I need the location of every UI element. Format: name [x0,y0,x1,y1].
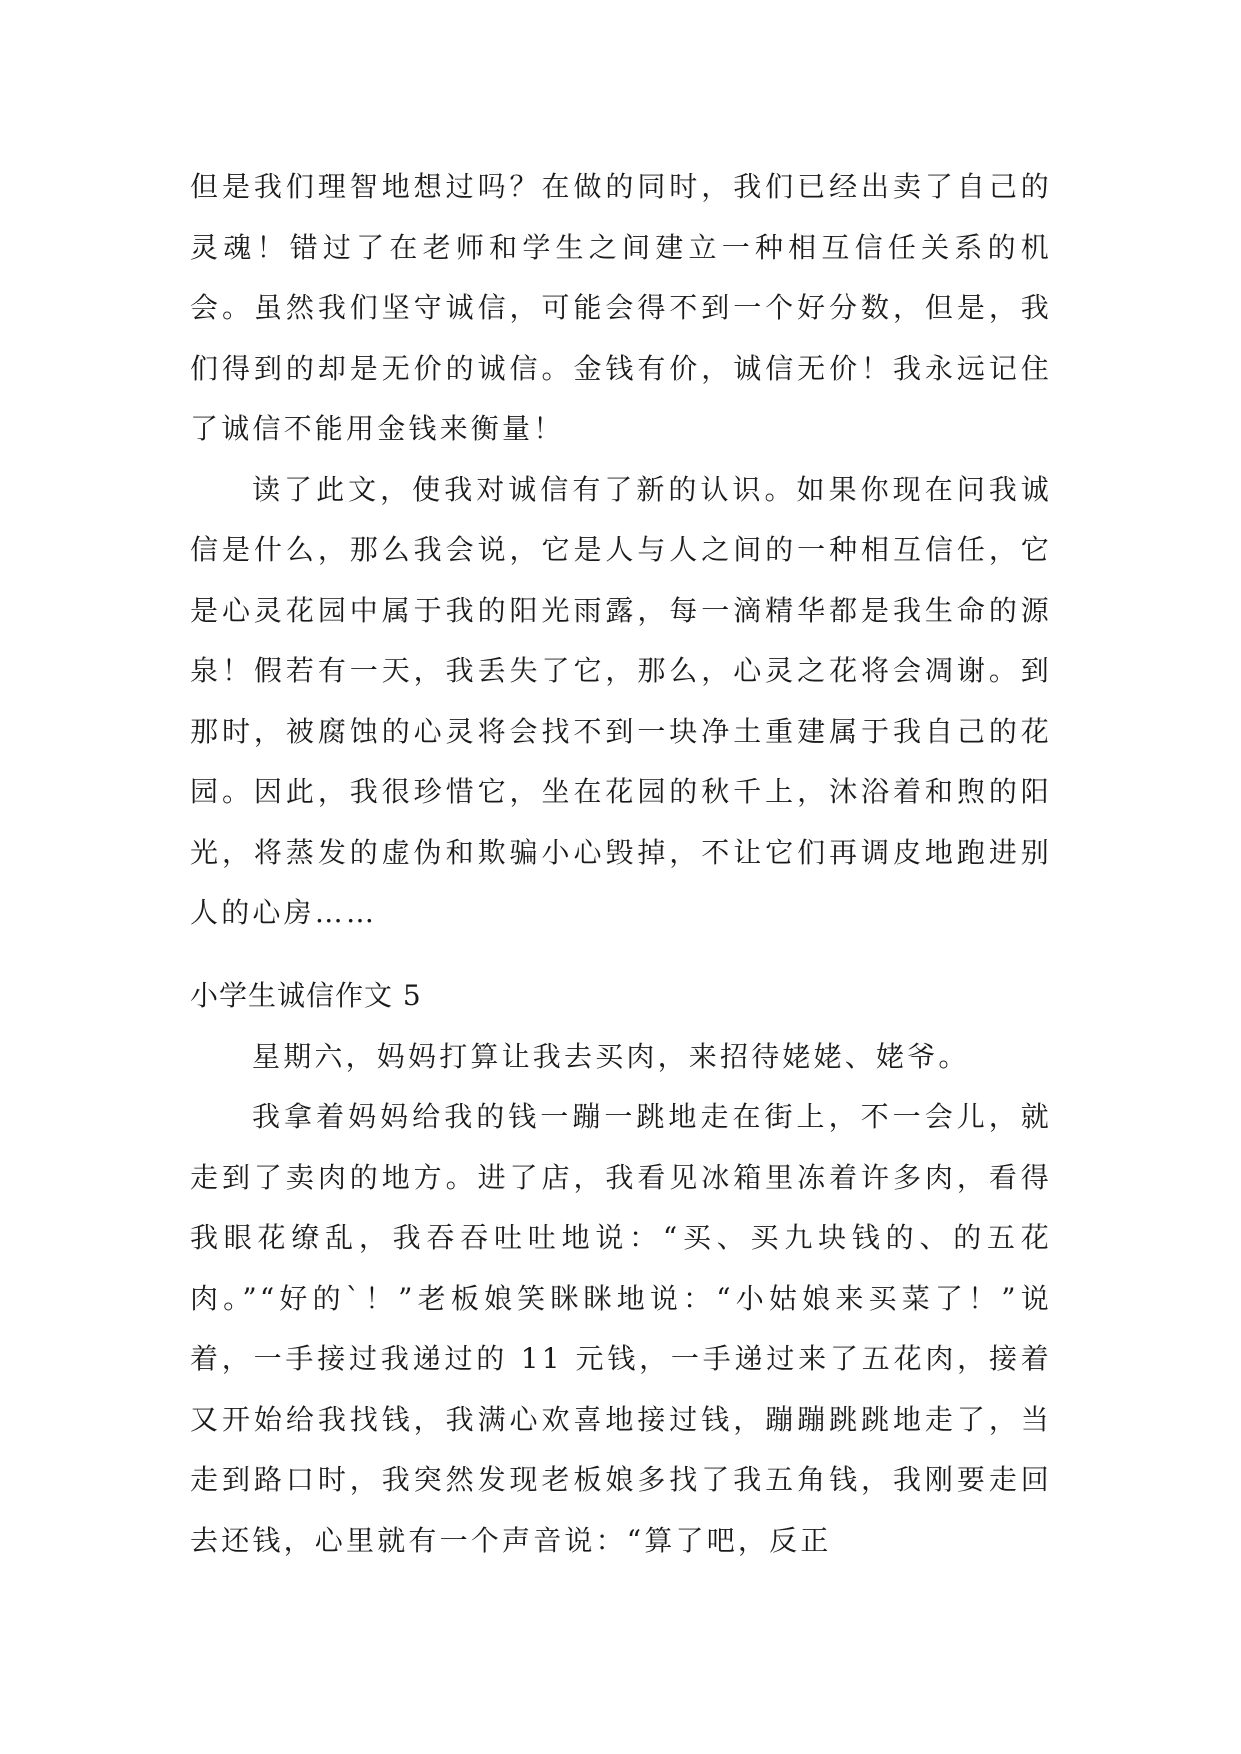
paragraph-story: 我拿着妈妈给我的钱一蹦一跳地走在街上，不一会儿，就走到了卖肉的地方。进了店，我看见冰箱里冻着许多肉，看得我眼花缭乱，我吞吞吐吐地说：“买、买九块钱的、的五花肉。”“好的`！”老板娘笑眯眯地说：“小姑娘来买菜了！”说着，一手接过我递过的 11 元钱，一手递过来了五花肉，接着又开始给我找钱，我满心欢喜地接过钱，蹦蹦跳跳地走了，当走到路口时，我突然发现老板娘多找了我五角钱，我刚要走回去还钱，心里就有一个声音说：“算了吧，反正 [190,1100,1052,1557]
paragraph-intro: 星期六，妈妈打算让我去买肉，来招待姥姥、姥爷。 [252,1039,970,1073]
previous-essay-ending [190,157,1052,944]
paragraph-reflection: 读了此文，使我对诚信有了新的认识。如果你现在问我诚信是什么，那么我会说，它是人与人之间的一种相互信任，它是心灵花园中属于我的阳光雨露，每一滴精华都是我生命的源泉！假若有一天，我丢失了它，那么，心灵之花将会凋谢。到那时，被腐蚀的心灵将会找不到一块净土重建属于我自己的花园。因此，我很珍惜它，坐在花园的秋千上，沐浴着和煦的阳光，将蒸发的虚伪和欺骗小心毁掉，不让它们再调皮地跑进别人的心房…… [190,472,1052,929]
section-heading: 小学生诚信作文 5 [190,979,422,1012]
essay-5 [190,966,1052,1571]
paragraph-continued: 但是我们理智地想过吗？在做的同时，我们已经出卖了自己的灵魂！错过了在老师和学生之间建立一种相互信任关系的机会。虽然我们坚守诚信，可能会得不到一个好分数，但是，我们得到的却是无价的诚信。金钱有价，诚信无价！我永远记住了诚信不能用金钱来衡量！ [190,170,1052,445]
